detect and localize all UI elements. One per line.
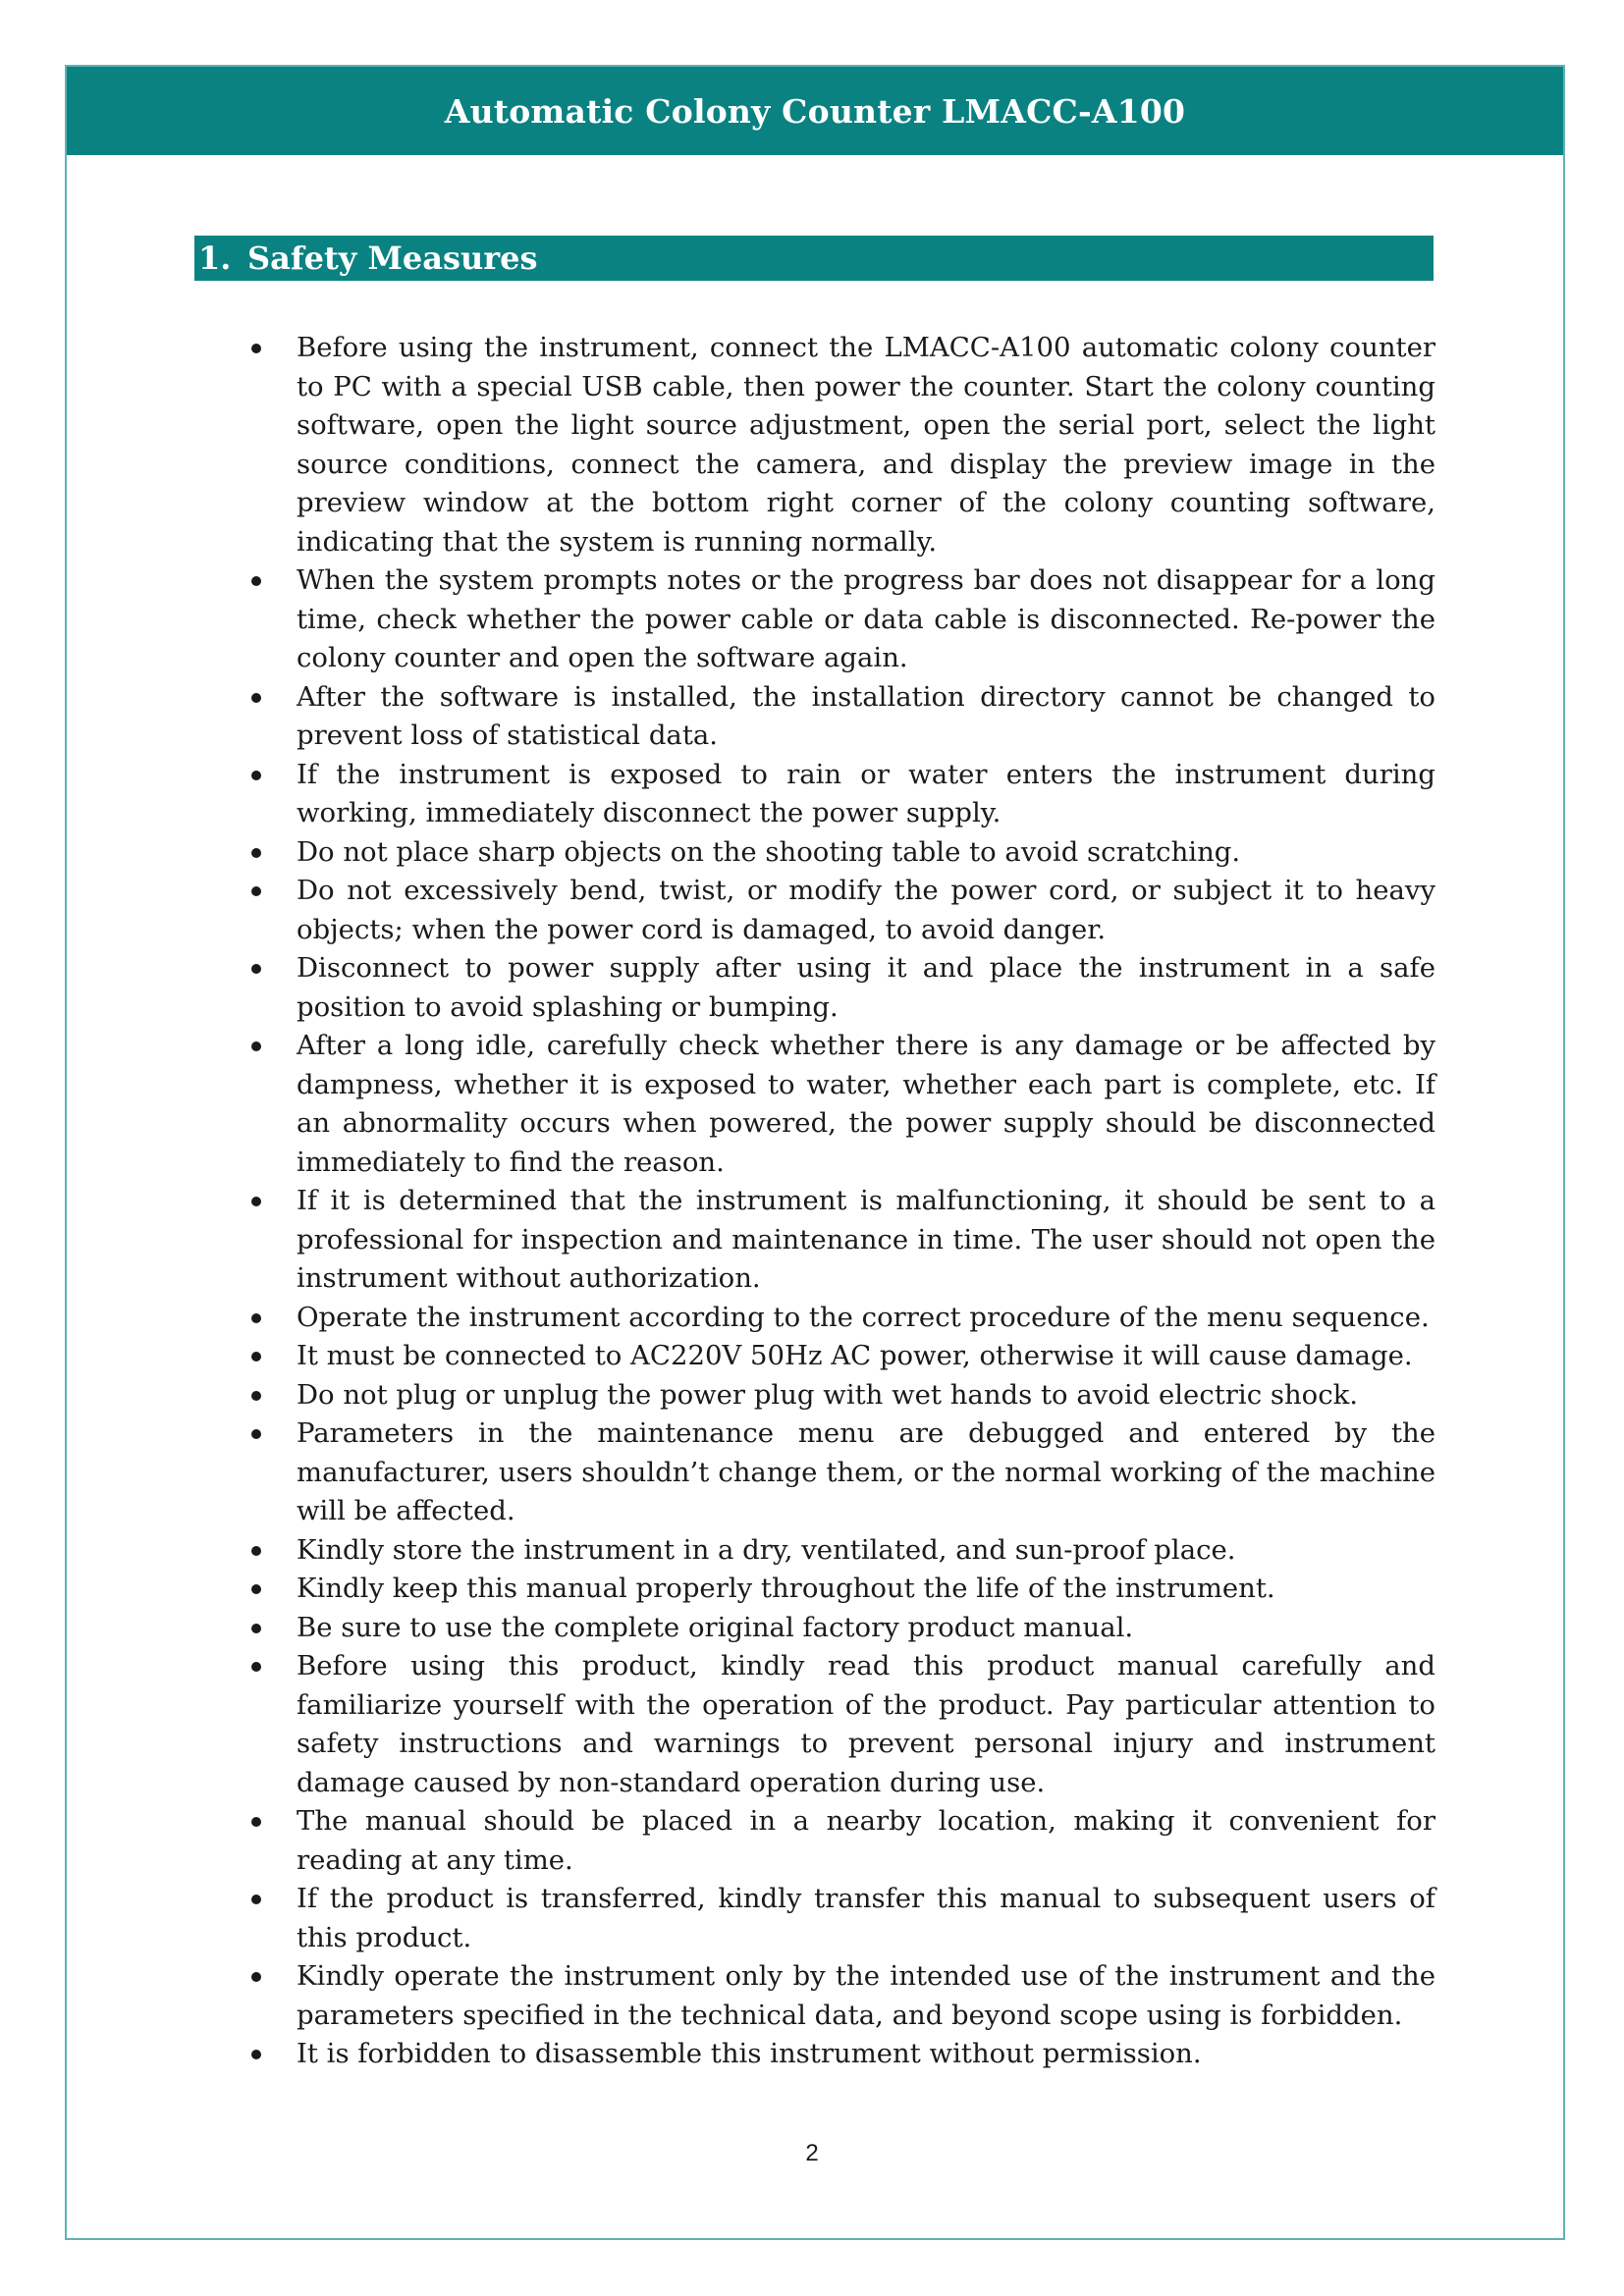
section-title: Safety Measures [247, 240, 538, 277]
list-item: Do not place sharp objects on the shooting table to avoid scratching. [245, 833, 1435, 873]
bullet-icon [251, 1429, 261, 1439]
list-item: Before using this product, kindly read this product manual carefully and familiarize yourself with the operation of the product. Pay particular attention to safety instructions and warnings to prevent personal injury and instrument damage caused by non-standard operation during use. [245, 1647, 1435, 1802]
list-item: Disconnect to power supply after using it and place the instrument in a safe position to avoid splashing or bumping. [245, 949, 1435, 1027]
list-item: Kindly store the instrument in a dry, ventilated, and sun-proof place. [245, 1531, 1435, 1571]
document-title: Automatic Colony Counter LMACC-A100 [444, 91, 1186, 131]
bullet-icon [251, 886, 261, 896]
list-item: Before using the instrument, connect the LMACC-A100 automatic colony counter to PC with a special USB cable, then power the counter. Start the colony counting software, open the light source adjustment, open the serial port, select the light source conditions, connect the camera, and display the preview image in the preview window at the bottom right corner of the colony counting software, indicating that the system is running normally. [245, 329, 1435, 561]
bullet-icon [251, 964, 261, 974]
bullet-icon [251, 1817, 261, 1827]
bullet-icon [251, 1624, 261, 1633]
bullet-icon [251, 693, 261, 703]
section-heading [194, 236, 1434, 281]
bullet-icon [251, 1391, 261, 1401]
header-bar [67, 67, 1563, 155]
section-number: 1. [198, 240, 232, 277]
list-item: Kindly keep this manual properly throughout the life of the instrument. [245, 1570, 1435, 1609]
list-item: After a long idle, carefully check whether there is any damage or be affected by dampness, whether it is exposed to water, whether each part is complete, etc. If an abnormality occurs when powered, the power supply should be disconnected immediately to find the reason. [245, 1027, 1435, 1182]
safety-list [245, 329, 1435, 2074]
bullet-icon [251, 1584, 261, 1594]
bullet-icon [251, 848, 261, 858]
bullet-icon [251, 344, 261, 353]
bullet-icon [251, 1352, 261, 1362]
list-item: It must be connected to AC220V 50Hz AC power, otherwise it will cause damage. [245, 1337, 1435, 1376]
list-item: If the product is transferred, kindly transfer this manual to subsequent users of this product. [245, 1880, 1435, 1957]
list-item: Parameters in the maintenance menu are debugged and entered by the manufacturer, users shouldn’t change them, or the normal working of the machine will be affected. [245, 1415, 1435, 1531]
page-number: 2 [805, 2140, 819, 2166]
list-item: After the software is installed, the installation directory cannot be changed to prevent loss of statistical data. [245, 678, 1435, 756]
list-item: If the instrument is exposed to rain or water enters the instrument during working, immediately disconnect the power supply. [245, 756, 1435, 833]
bullet-icon [251, 771, 261, 780]
list-item: When the system prompts notes or the progress bar does not disappear for a long time, check whether the power cable or data cable is disconnected. Re-power the colony counter and open the software again. [245, 561, 1435, 678]
list-item: Do not plug or unplug the power plug with wet hands to avoid electric shock. [245, 1376, 1435, 1415]
list-item: The manual should be placed in a nearby location, making it convenient for reading at any time. [245, 1802, 1435, 1880]
list-item: Do not excessively bend, twist, or modify the power cord, or subject it to heavy objects; when the power cord is damaged, to avoid danger. [245, 872, 1435, 949]
bullet-icon [251, 1546, 261, 1556]
bullet-icon [251, 576, 261, 586]
bullet-icon [251, 1662, 261, 1672]
bullet-icon [251, 1895, 261, 1904]
list-item: If it is determined that the instrument is malfunctioning, it should be sent to a professional for inspection and maintenance in time. The user should not open the instrument without authorization. [245, 1182, 1435, 1299]
bullet-icon [251, 1313, 261, 1323]
list-item: Be sure to use the complete original factory product manual. [245, 1609, 1435, 1648]
list-item: It is forbidden to disassemble this instrument without permission. [245, 2035, 1435, 2074]
bullet-icon [251, 1041, 261, 1051]
bullet-icon [251, 1972, 261, 1982]
list-item: Kindly operate the instrument only by the intended use of the instrument and the parameters specified in the technical data, and beyond scope using is forbidden. [245, 1957, 1435, 2035]
list-item: Operate the instrument according to the correct procedure of the menu sequence. [245, 1299, 1435, 1338]
bullet-icon [251, 1197, 261, 1206]
bullet-icon [251, 2050, 261, 2059]
